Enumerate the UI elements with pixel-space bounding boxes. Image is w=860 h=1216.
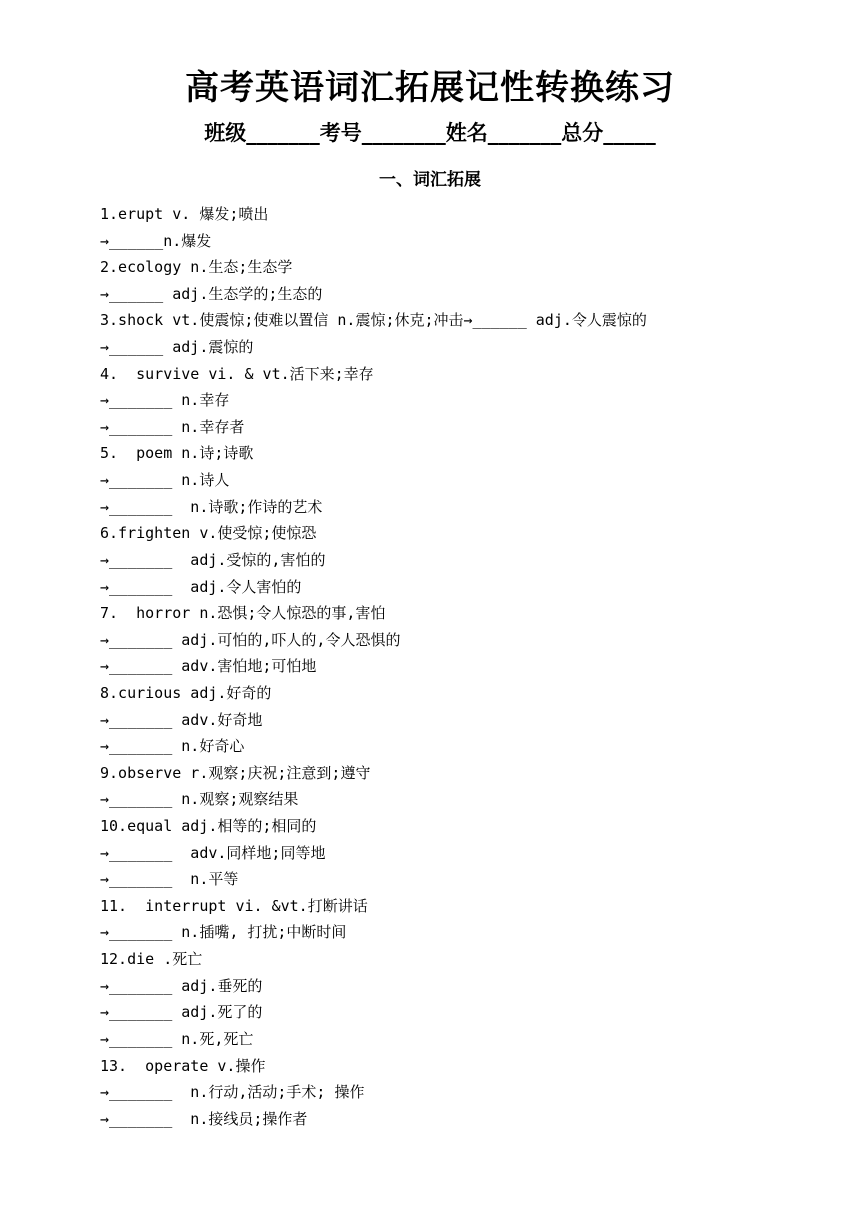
vocab-line: →_______ n.平等 (100, 870, 239, 889)
section-title: 一、词汇拓展 (379, 170, 481, 190)
vocab-line: →______ adj.震惊的 (100, 338, 254, 357)
vocab-line: →______n.爆发 (100, 231, 212, 250)
vocab-line: →_______ n.诗歌;作诗的艺术 (100, 497, 323, 516)
vocab-line: 9.observe r.观察;庆祝;注意到;遵守 (100, 763, 371, 782)
vocab-line: 12.die .死亡 (100, 950, 203, 969)
vocab-line: →_______ n.好奇心 (100, 737, 245, 756)
vocab-line: →_______ n.观察;观察结果 (100, 790, 299, 809)
vocab-line: 3.shock vt.使震惊;使难以置信 n.震惊;休克;冲击→______ adj.令人震惊的 (100, 311, 647, 330)
vocab-line: →_______ adj.可怕的,吓人的,令人恐惧的 (100, 630, 401, 649)
student-info-line: 班级_______考号________姓名_______总分_____ (204, 121, 656, 145)
vocab-line: →_______ adj.垂死的 (100, 976, 263, 995)
vocab-line: 10.equal adj.相等的;相同的 (100, 817, 317, 836)
vocab-line: 11. interrupt vi. &vt.打断讲话 (100, 896, 368, 915)
vocab-line: →_______ n.死,死亡 (100, 1029, 254, 1048)
vocab-line: →_______ adv.同样地;同等地 (100, 843, 326, 862)
vocab-line: →_______ adv.好奇地 (100, 710, 263, 729)
vocab-line: →_______ adj.死了的 (100, 1003, 263, 1022)
vocab-line: 2.ecology n.生态;生态学 (100, 258, 293, 277)
vocab-line: →_______ n.诗人 (100, 471, 230, 490)
vocab-line: →______ adj.生态学的;生态的 (100, 284, 323, 303)
vocab-line: →_______ adj.令人害怕的 (100, 577, 302, 596)
vocab-line: →_______ adj.受惊的,害怕的 (100, 550, 326, 569)
vocab-line: 5. poem n.诗;诗歌 (100, 444, 254, 463)
vocab-line: →_______ n.插嘴, 打扰;中断时间 (100, 923, 347, 942)
vocab-line: →_______ adv.害怕地;可怕地 (100, 657, 317, 676)
vocab-line: 13. operate v.操作 (100, 1056, 266, 1075)
vocab-line: 7. horror n.恐惧;令人惊恐的事,害怕 (100, 604, 386, 623)
vocab-line: 6.frighten v.使受惊;使惊恐 (100, 524, 317, 543)
vocab-line: 1.erupt v. 爆发;喷出 (100, 205, 269, 223)
vocab-line: →_______ n.幸存 (100, 391, 230, 410)
vocab-line: →_______ n.幸存者 (100, 417, 245, 436)
vocab-line: 8.curious adj.好奇的 (100, 683, 272, 702)
vocab-line: →_______ n.行动,活动;手术; 操作 (100, 1083, 365, 1102)
page-title: 高考英语词汇拓展记性转换练习 (185, 68, 675, 108)
vocabulary-list (100, 201, 800, 1132)
vocab-line: →_______ n.接线员;操作者 (100, 1109, 308, 1128)
vocab-line: 4. survive vi. & vt.活下来;幸存 (100, 364, 374, 383)
